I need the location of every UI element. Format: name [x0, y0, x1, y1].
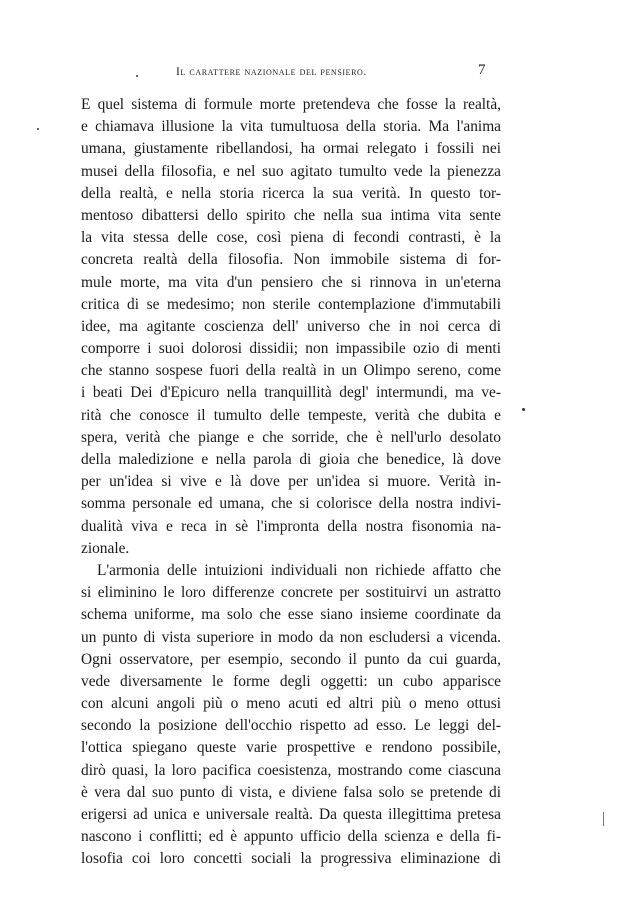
text-line: un punto di vista superiore in modo da non escludersi a vicenda.: [81, 628, 501, 646]
running-title: Il carattere nazionale del pensiero.: [176, 66, 367, 78]
text-line: rità che conosce il tumulto delle tempeste, verità che dubita e: [81, 406, 501, 424]
text-line: E quel sistema di formule morte pretendeva che fosse la realtà,: [81, 96, 501, 113]
text-line: nascono i conflitti; ed è appunto ufficio della scienza e della fi-: [81, 828, 501, 846]
scan-speck: [522, 408, 525, 411]
page-number: 7: [478, 62, 486, 78]
text-line: dualità viva e reca in sè l'impronta della nostra fisonomia na-: [81, 517, 501, 535]
text-line: mentoso dibattersi dello spirito che nella sua intima vita sente: [81, 206, 501, 224]
text-line: che stanno sospese fuori della realtà in un Olimpo sereno, come: [81, 362, 501, 380]
text-line: critica di se medesimo; non sterile contemplazione d'immutabili: [81, 295, 501, 313]
text-line: mule morte, ma vita d'un pensiero che si rinnova in un'eterna: [81, 273, 501, 291]
scan-speck: [37, 128, 39, 130]
text-line: comporre i suoi dolorosi dissidii; non impassibile ozio di menti: [81, 340, 501, 358]
text-line: della maledizione e nella parola di gioia che benedice, là dove: [81, 451, 501, 468]
text-line: umana, giustamente ribellandosi, ha ormai relegato i fossili nei: [81, 140, 501, 158]
text-line: l'ottica spiegano queste varie prospettive e rendono possibile,: [81, 739, 501, 757]
scan-speck: [603, 812, 604, 826]
paragraph-1: [81, 94, 501, 560]
paragraph-2: [81, 560, 501, 871]
text-line: si eliminino le loro differenze concrete per sostituirvi un astratto: [81, 584, 501, 602]
text-line: e chiamava illusione la vita tumultuosa della storia. Ma l'anima: [81, 118, 501, 136]
text-line: Ogni osservatore, per esempio, secondo il punto da cui guarda,: [81, 650, 501, 668]
text-line: musei della filosofia, e nel suo agitato tumulto vede la pienezza: [81, 162, 501, 180]
text-line: losofia coi loro concetti sociali la progressiva eliminazione di: [81, 850, 501, 868]
text-line: somma personale ed umana, che si colorisce della nostra indivi-: [81, 495, 501, 513]
text-line: è vera dal suo punto di vista, e diviene falsa solo se pretende di: [81, 783, 501, 801]
text-line: idee, ma agitante coscienza dell' universo che in noi cerca di: [81, 317, 501, 335]
text-line: concreta realtà della filosofia. Non immobile sistema di for-: [81, 251, 501, 269]
text-line: L'armonia delle intuizioni individuali non richiede affatto che: [97, 561, 501, 579]
text-line: con alcuni angoli più o meno acuti ed altri più o meno ottusi: [81, 695, 501, 713]
text-line: dirò quasi, la loro pacifica coesistenza, mostrando come ciascuna: [81, 761, 501, 779]
text-line: spera, verità che piange e che sorride, che è nell'urlo desolato: [81, 428, 501, 446]
scan-speck: [136, 75, 138, 77]
text-line: per un'idea si vive e là dove per un'idea si muore. Verità in-: [81, 473, 501, 491]
text-line: secondo la posizione dell'occhio rispetto ad esso. Le leggi del-: [81, 717, 501, 735]
text-line: schema uniforme, ma solo che esse siano insieme coordinate da: [81, 606, 501, 624]
text-line: vede diversamente le forme degli oggetti: un cubo apparisce: [81, 672, 501, 690]
text-line: zionale.: [81, 539, 130, 557]
text-line: erigersi ad unica e universale realtà. Da questa illegittima pretesa: [81, 806, 501, 823]
text-line: della realtà, e nella storia ricerca la sua verità. In questo tor-: [81, 184, 501, 202]
body-text: [81, 94, 501, 871]
text-line: la vita stessa delle cose, così piena di fecondi contrasti, è la: [81, 229, 501, 247]
text-line: i beati Dei d'Epicuro nella tranquillità degl' intermundi, ma ve-: [81, 384, 501, 402]
